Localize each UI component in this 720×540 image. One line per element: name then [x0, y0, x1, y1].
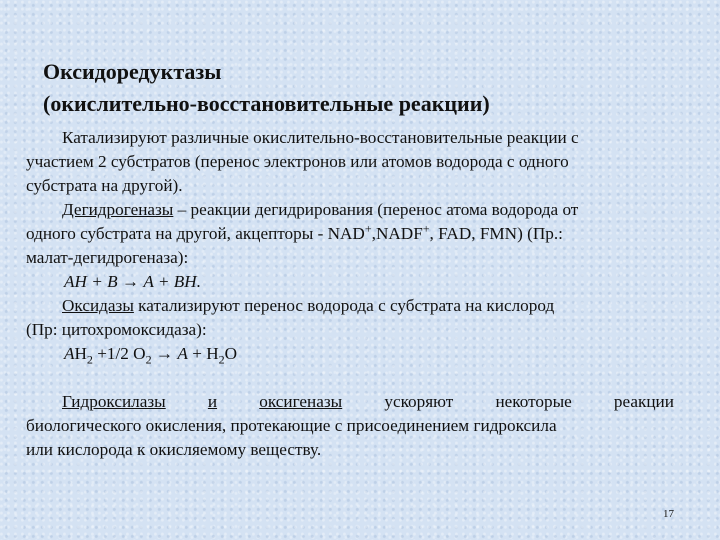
intro-line-2: участием 2 субстратов (перенос электронов или атомов водорода с одного [26, 152, 569, 171]
formula2-water-o: O [224, 344, 238, 363]
acceptors-text: одного субстрата на другой, акцепторы - NAD [26, 224, 365, 243]
arrow-icon: → [117, 272, 144, 291]
title-line-1: Оксидоредуктазы [43, 59, 222, 84]
acceptors-text-2: ,NADF [371, 224, 423, 243]
hydroxylase-line-2: биологического окисления, протекающие с присоединением гидроксила [26, 416, 557, 435]
formula2-sub-2: 2 [145, 352, 152, 367]
superscript-plus: + [364, 221, 372, 236]
dehydrogenase-line-3: малат-дегидрогеназа): [26, 248, 189, 267]
spacer [26, 366, 674, 390]
oxygenase-term: оксигеназы [259, 392, 343, 411]
dehydrogenase-line-2 [26, 222, 674, 246]
oxidase-desc: катализируют перенос водорода с субстрата на кислород [133, 296, 555, 315]
superscript-plus-2: + [422, 221, 430, 236]
formula-dehydrogenation [26, 270, 674, 294]
acceptors-text-3: , FAD, FMN) (Пр.: [429, 224, 563, 243]
conjunction-i: и [207, 392, 218, 411]
formula-symbol-a: A [64, 272, 75, 291]
intro-line-3: субстрата на другой). [26, 176, 183, 195]
oxidase-line-1 [26, 294, 674, 318]
intro-line-1: Катализируют различные окислительно-восстановительные реакции с [62, 128, 579, 147]
dehydrogenase-desc: – реакции дегидрирования (перенос атома водорода от [173, 200, 579, 219]
page-number: 17 [663, 508, 674, 520]
formula-symbol-a-2: A [143, 272, 154, 291]
dehydrogenase-line-1 [26, 198, 674, 222]
formula-hb: H + B [74, 272, 118, 291]
hydroxylase-term: Гидроксилазы [62, 392, 166, 411]
oxidase-line-2: (Пр: цитохромоксидаза): [26, 320, 207, 339]
slide-body [26, 126, 674, 462]
word-speed-up: ускоряют [384, 392, 454, 411]
formula-oxidation [26, 342, 674, 366]
formula2-oxygen: +1/2 O [92, 344, 146, 363]
formula2-symbol-a-2: A [177, 344, 188, 363]
arrow-icon: → [151, 344, 178, 363]
formula-bh: + BH. [153, 272, 201, 291]
formula2-water-h: + H [187, 344, 219, 363]
formula2-symbol-a: A [64, 344, 75, 363]
dehydrogenase-term: Дегидрогеназы [62, 200, 174, 219]
word-reactions: реакции [613, 392, 674, 411]
formula2-sub-1: 2 [86, 352, 93, 367]
oxidase-term: Оксидазы [62, 296, 134, 315]
formula2-h: H [74, 344, 87, 363]
title-line-2: (окислительно-восстановительные реакции) [43, 91, 490, 116]
hydroxylase-line-1 [26, 390, 674, 414]
formula2-sub-3: 2 [218, 352, 225, 367]
hydroxylase-line-3: или кислорода к окисляемому веществу. [26, 440, 322, 459]
slide-title [43, 56, 490, 120]
word-some: некоторые [495, 392, 572, 411]
